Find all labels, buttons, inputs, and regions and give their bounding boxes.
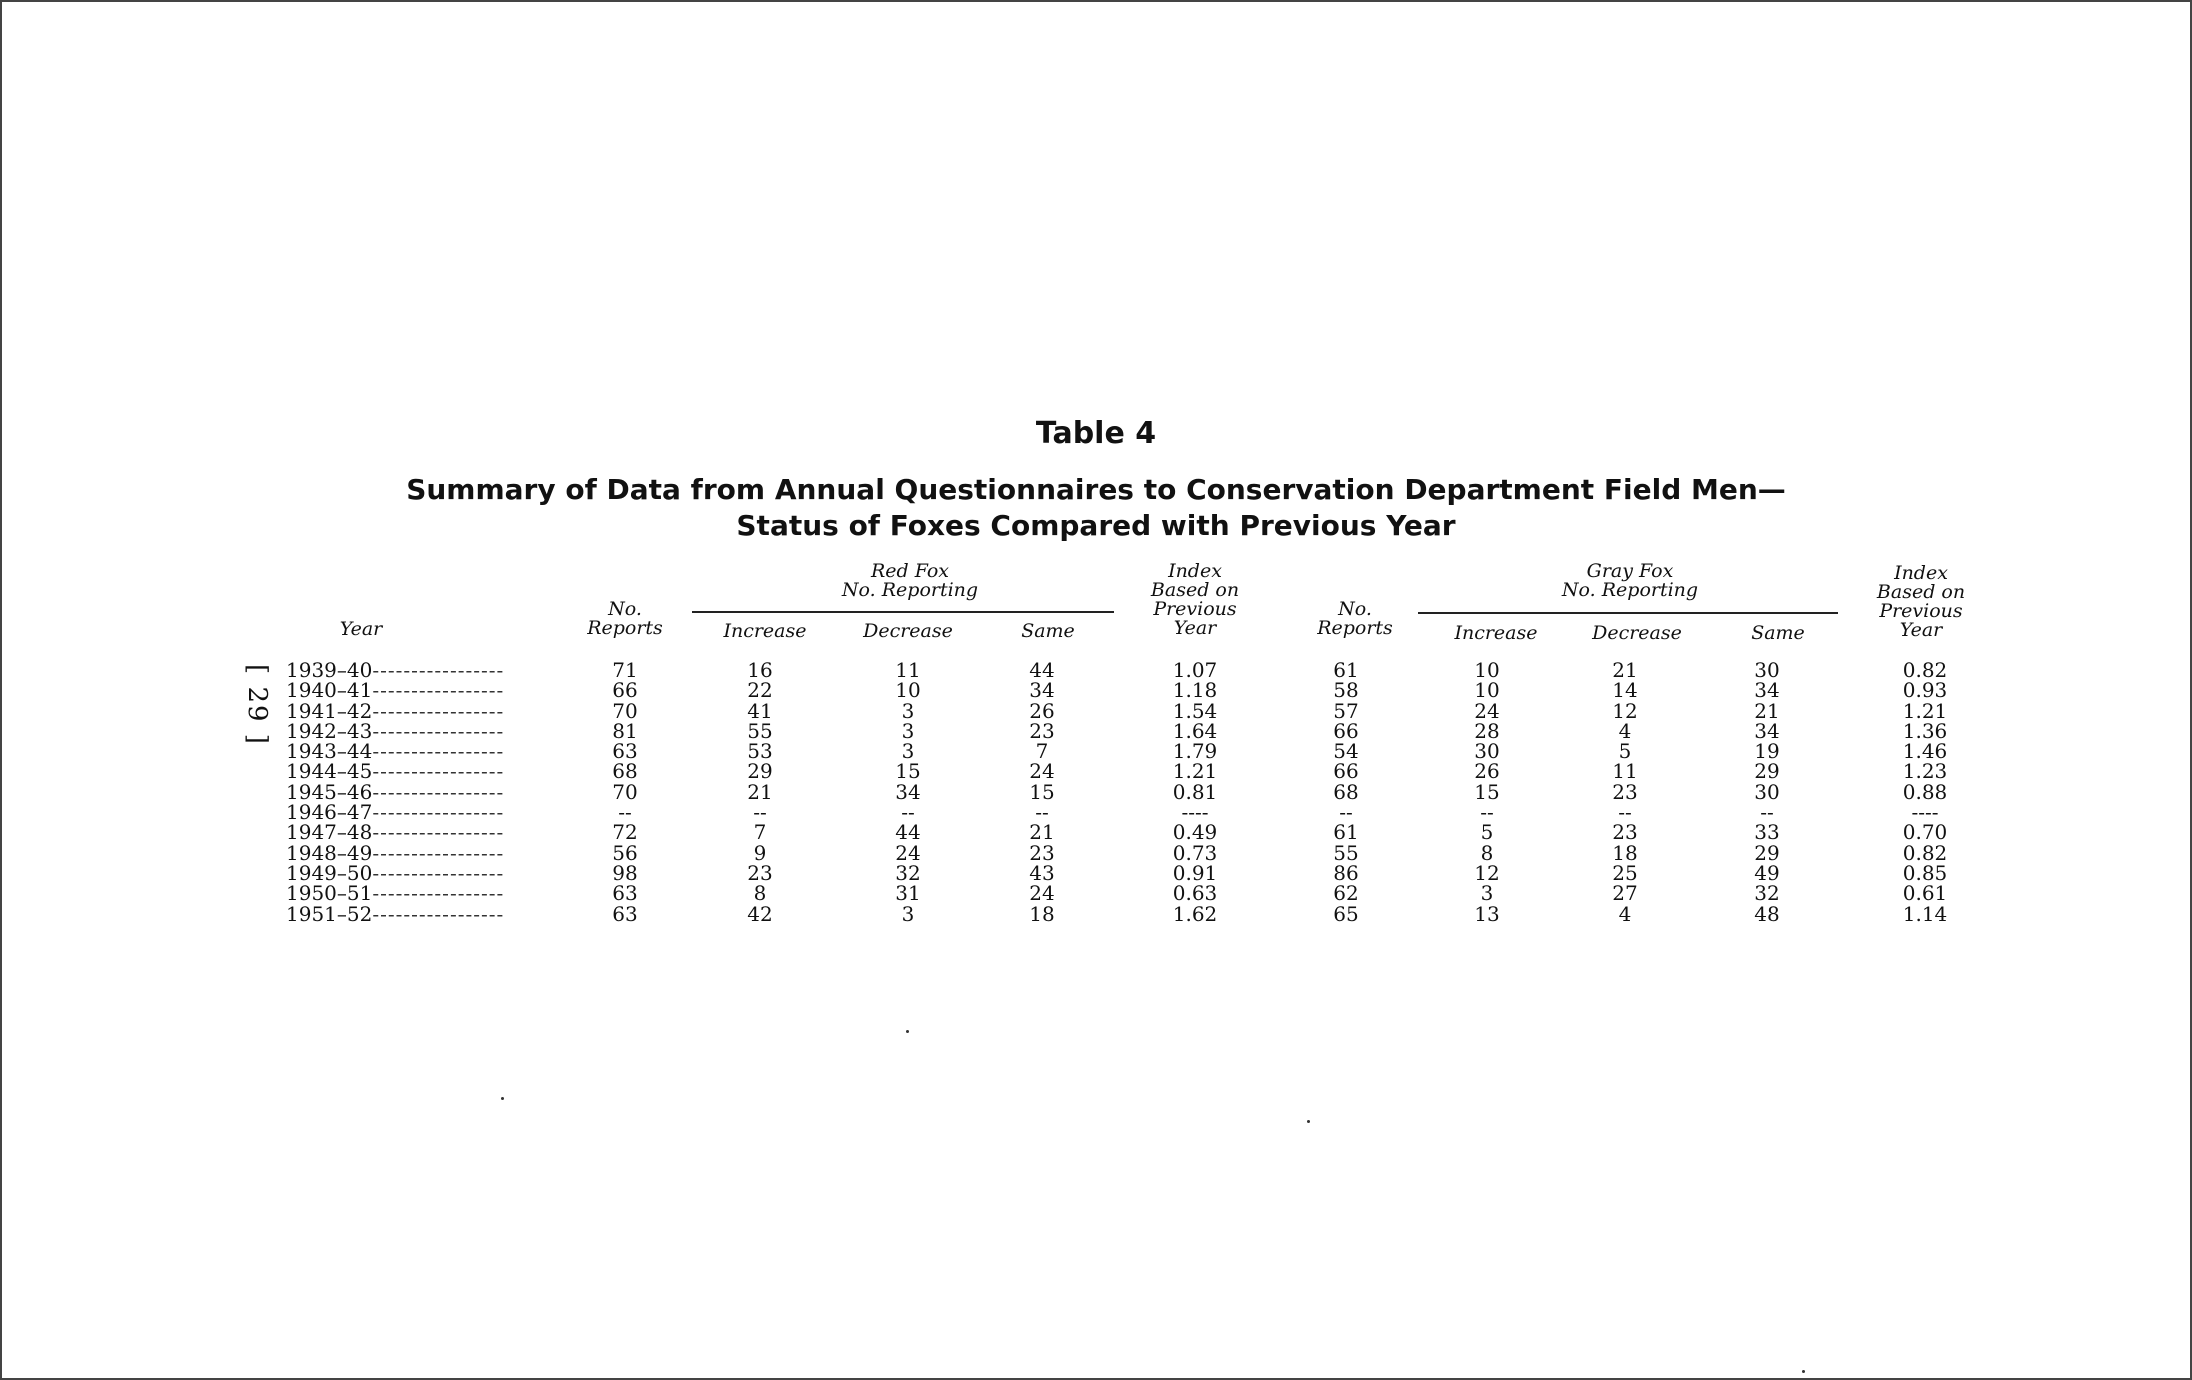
gray-same-cell: 30 — [1754, 658, 1780, 682]
gray-decrease-column — [1585, 660, 1665, 924]
header-gray-fox-group — [1480, 562, 1780, 600]
subtitle-line-2: Status of Foxes Compared with Previous Year — [736, 509, 1456, 542]
gray-decrease-cell: 21 — [1612, 658, 1638, 682]
gray-same-cell: 34 — [1754, 678, 1780, 703]
red-same-cell: 24 — [1029, 759, 1055, 784]
red-increase-cell: 55 — [747, 718, 773, 743]
red-decrease-cell: 32 — [895, 860, 921, 885]
red-same-cell: 26 — [1029, 698, 1055, 723]
year-label: 1945–46 — [286, 781, 373, 803]
gray-index-cell: 0.70 — [1902, 820, 1948, 845]
red-index-cell: 0.91 — [1172, 860, 1218, 885]
header-red-index — [1140, 562, 1250, 638]
header-gray-index-2: Based on — [1876, 581, 1966, 603]
red-index-cell: 0.81 — [1172, 779, 1218, 804]
gray-increase-cell: 5 — [1480, 820, 1494, 845]
header-gray-no-reporting: No. Reporting — [1561, 579, 1699, 601]
gray-increase-cell: 13 — [1474, 901, 1500, 926]
year-label: 1946–47 — [286, 802, 373, 823]
gray-fox-rule — [1418, 612, 1838, 614]
year-row — [286, 843, 556, 863]
red-increase-cell: 9 — [753, 840, 767, 865]
gray-reports-cell: 57 — [1333, 698, 1359, 723]
table-subtitle — [0, 472, 2192, 544]
leader-dashes: ----------------- — [372, 741, 505, 762]
gray-reports-cell: -- — [1339, 800, 1353, 825]
gray-increase-cell: 24 — [1474, 698, 1500, 723]
header-gray-reports-label: Reports — [1317, 617, 1393, 639]
gray-increase-column — [1447, 660, 1527, 924]
red-index-cell: 1.21 — [1172, 759, 1218, 784]
gray-same-cell: 32 — [1754, 881, 1780, 906]
header-red-fox: Red Fox — [870, 560, 950, 582]
header-red-index-1: Index — [1168, 560, 1222, 582]
gray-same-cell: 48 — [1754, 901, 1780, 926]
gray-reports-cell: 68 — [1333, 779, 1359, 804]
gray-same-cell: 29 — [1754, 840, 1780, 865]
year-label: 1951–52 — [286, 903, 373, 924]
year-row — [286, 822, 556, 842]
gray-reports-cell: 54 — [1333, 739, 1359, 764]
header-red-index-3: Previous — [1153, 598, 1237, 620]
gray-index-cell: 0.82 — [1902, 658, 1948, 682]
leader-dashes: ----------------- — [372, 660, 505, 681]
gray-same-cell: 29 — [1754, 759, 1780, 784]
red-increase-cell: 8 — [753, 881, 767, 906]
gray-increase-cell: 8 — [1480, 840, 1494, 865]
red-index-cell: 1.64 — [1172, 718, 1218, 743]
header-gray-reports — [1310, 600, 1400, 638]
gray-reports-cell: 58 — [1333, 678, 1359, 703]
header-gray-decrease: Decrease — [1592, 622, 1682, 644]
gray-increase-cell: 15 — [1474, 779, 1500, 804]
gray-index-cell: 1.46 — [1902, 739, 1948, 764]
gray-decrease-cell: 23 — [1612, 779, 1638, 804]
gray-reports-cell: 61 — [1333, 658, 1359, 682]
red-index-cell: ---- — [1181, 800, 1209, 825]
gray-index-cell: 1.21 — [1902, 698, 1948, 723]
gray-same-cell: 30 — [1754, 779, 1780, 804]
gray-same-cell: -- — [1760, 800, 1774, 825]
red-same-cell: 44 — [1029, 658, 1055, 682]
red-increase-cell: 42 — [747, 901, 773, 926]
header-gray-index-1: Index — [1894, 562, 1948, 584]
gray-index-cell: 0.82 — [1902, 840, 1948, 865]
red-increase-cell: 22 — [747, 678, 773, 703]
year-label: 1944–45 — [286, 761, 373, 782]
red-increase-cell: -- — [753, 800, 767, 825]
header-gray-reports-no: No. — [1338, 598, 1372, 620]
gray-increase-cell: 26 — [1474, 759, 1500, 784]
red-increase-cell: 29 — [747, 759, 773, 784]
red-same-cell: 34 — [1029, 678, 1055, 703]
gray-same-cell: 21 — [1754, 698, 1780, 723]
gray-increase-cell: 10 — [1474, 678, 1500, 703]
red-reports-cell: 63 — [612, 739, 638, 764]
scan-speck — [1802, 1370, 1805, 1373]
leader-dashes: ----------------- — [372, 680, 505, 701]
header-gray-same: Same — [1751, 622, 1805, 644]
red-decrease-cell: 31 — [895, 881, 921, 906]
gray-index-cell: ---- — [1911, 800, 1939, 825]
red-reports-cell: 98 — [612, 860, 638, 885]
red-same-cell: 7 — [1035, 739, 1049, 764]
gray-decrease-cell: -- — [1618, 800, 1632, 825]
year-label: 1948–49 — [286, 842, 373, 863]
red-fox-rule — [692, 611, 1114, 613]
gray-same-cell: 34 — [1754, 718, 1780, 743]
gray-reports-cell: 55 — [1333, 840, 1359, 865]
gray-index-cell: 0.88 — [1902, 779, 1948, 804]
red-same-cell: 18 — [1029, 901, 1055, 926]
red-reports-cell: 81 — [612, 718, 638, 743]
year-label: 1940–41 — [286, 680, 373, 701]
red-same-cell: 15 — [1029, 779, 1055, 804]
red-increase-cell: 16 — [747, 658, 773, 682]
header-red-index-2: Based on — [1150, 579, 1240, 601]
year-label: 1949–50 — [286, 862, 373, 884]
year-label: 1943–44 — [286, 741, 373, 762]
header-year: Year — [339, 618, 383, 640]
red-increase-cell: 23 — [747, 860, 773, 885]
year-row — [286, 761, 556, 781]
red-decrease-cell: 11 — [895, 658, 921, 682]
red-reports-cell: 63 — [612, 901, 638, 926]
gray-reports-cell: 65 — [1333, 901, 1359, 926]
year-row — [286, 660, 556, 680]
red-increase-cell: 41 — [747, 698, 773, 723]
gray-decrease-cell: 27 — [1612, 881, 1638, 906]
year-label: 1941–42 — [286, 700, 373, 721]
red-reports-cell: 66 — [612, 678, 638, 703]
gray-decrease-cell: 23 — [1612, 820, 1638, 845]
red-reports-cell: 68 — [612, 759, 638, 784]
header-red-no-reporting: No. Reporting — [841, 579, 979, 601]
gray-increase-cell: 3 — [1480, 881, 1494, 906]
gray-increase-cell: 12 — [1474, 860, 1500, 885]
red-reports-cell: 72 — [612, 820, 638, 845]
red-same-cell: 24 — [1029, 881, 1055, 906]
red-decrease-cell: 10 — [895, 678, 921, 703]
red-reports-cell: 63 — [612, 881, 638, 906]
red-increase-cell: 7 — [753, 820, 767, 845]
header-red-reports-label: Reports — [587, 617, 663, 639]
red-decrease-cell: 3 — [901, 739, 915, 764]
red-decrease-cell: 44 — [895, 820, 921, 845]
red-index-cell: 0.73 — [1172, 840, 1218, 865]
header-red-reports-no: No. — [608, 598, 642, 620]
red-index-cell: 1.62 — [1172, 901, 1218, 926]
red-decrease-cell: -- — [901, 800, 915, 825]
red-same-column — [1002, 660, 1082, 924]
scan-speck — [1307, 1120, 1310, 1123]
gray-index-cell: 1.23 — [1902, 759, 1948, 784]
subtitle-line-1: Summary of Data from Annual Questionnaires to Conservation Department Field Men— — [406, 473, 1786, 506]
year-row — [286, 802, 556, 822]
red-same-cell: -- — [1035, 800, 1049, 825]
red-same-cell: 23 — [1029, 718, 1055, 743]
gray-decrease-cell: 12 — [1612, 698, 1638, 723]
red-index-cell: 0.63 — [1172, 881, 1218, 906]
red-index-cell: 1.18 — [1172, 678, 1218, 703]
red-increase-cell: 53 — [747, 739, 773, 764]
leader-dashes: ----------------- — [372, 700, 505, 721]
year-label: 1942–43 — [286, 720, 373, 742]
red-index-cell: 0.49 — [1172, 820, 1218, 845]
gray-index-cell: 1.36 — [1902, 718, 1948, 743]
red-decrease-cell: 3 — [901, 901, 915, 926]
year-column — [286, 660, 556, 924]
gray-reports-cell: 66 — [1333, 759, 1359, 784]
red-decrease-cell: 15 — [895, 759, 921, 784]
leader-dashes: ----------------- — [372, 842, 505, 863]
header-red-decrease: Decrease — [863, 620, 953, 642]
table-title: Table 4 — [1035, 416, 1157, 451]
gray-reports-cell: 86 — [1333, 860, 1359, 885]
year-label: 1947–48 — [286, 822, 373, 843]
gray-reports-cell: 66 — [1333, 718, 1359, 743]
gray-decrease-cell: 18 — [1612, 840, 1638, 865]
header-red-fox-group — [760, 562, 1060, 600]
header-gray-index-3: Previous — [1879, 600, 1963, 622]
red-decrease-column — [868, 660, 948, 924]
gray-index-column — [1880, 660, 1970, 924]
gray-decrease-cell: 5 — [1618, 739, 1632, 764]
gray-decrease-cell: 4 — [1618, 901, 1632, 926]
leader-dashes: ----------------- — [372, 822, 505, 843]
red-reports-cell: -- — [618, 800, 632, 825]
leader-dashes: ----------------- — [372, 862, 505, 884]
year-label: 1939–40 — [286, 660, 373, 681]
gray-reports-column — [1306, 660, 1386, 924]
leader-dashes: ----------------- — [372, 903, 505, 924]
leader-dashes: ----------------- — [372, 781, 505, 803]
gray-decrease-cell: 4 — [1618, 718, 1632, 743]
year-row — [286, 680, 556, 700]
red-same-cell: 23 — [1029, 840, 1055, 865]
header-red-increase: Increase — [723, 620, 807, 642]
leader-dashes: ----------------- — [372, 720, 505, 742]
gray-index-cell: 0.61 — [1902, 881, 1948, 906]
year-row — [286, 721, 556, 741]
gray-same-cell: 49 — [1754, 860, 1780, 885]
header-gray-increase: Increase — [1454, 622, 1538, 644]
gray-increase-cell: -- — [1480, 800, 1494, 825]
red-reports-cell: 70 — [612, 779, 638, 804]
header-red-index-4: Year — [1173, 617, 1217, 639]
year-row — [286, 741, 556, 761]
red-increase-cell: 21 — [747, 779, 773, 804]
red-increase-column — [720, 660, 800, 924]
red-index-column — [1150, 660, 1240, 924]
gray-decrease-cell: 25 — [1612, 860, 1638, 885]
leader-dashes: ----------------- — [372, 883, 505, 904]
gray-increase-cell: 10 — [1474, 658, 1500, 682]
red-index-cell: 1.07 — [1172, 658, 1218, 682]
red-reports-cell: 71 — [612, 658, 638, 682]
gray-same-cell: 19 — [1754, 739, 1780, 764]
year-row — [286, 701, 556, 721]
year-row — [286, 883, 556, 903]
year-row — [286, 863, 556, 883]
red-decrease-cell: 3 — [901, 698, 915, 723]
gray-increase-cell: 30 — [1474, 739, 1500, 764]
red-reports-cell: 56 — [612, 840, 638, 865]
header-red-reports — [580, 600, 670, 638]
red-index-cell: 1.54 — [1172, 698, 1218, 723]
red-decrease-cell: 34 — [895, 779, 921, 804]
gray-reports-cell: 61 — [1333, 820, 1359, 845]
gray-index-cell: 0.85 — [1902, 860, 1948, 885]
red-index-cell: 1.79 — [1172, 739, 1218, 764]
gray-same-cell: 33 — [1754, 820, 1780, 845]
year-row — [286, 782, 556, 802]
gray-index-cell: 1.14 — [1902, 901, 1948, 926]
leader-dashes: ----------------- — [372, 802, 505, 823]
gray-decrease-cell: 11 — [1612, 759, 1638, 784]
red-reports-cell: 70 — [612, 698, 638, 723]
header-red-same: Same — [1021, 620, 1075, 642]
year-row — [286, 904, 556, 924]
gray-reports-cell: 62 — [1333, 881, 1359, 906]
header-gray-fox: Gray Fox — [1586, 560, 1674, 582]
red-same-cell: 43 — [1029, 860, 1055, 885]
gray-increase-cell: 28 — [1474, 718, 1500, 743]
scan-speck — [906, 1030, 909, 1033]
page-number: [ 29 ] — [241, 664, 272, 746]
header-gray-index-4: Year — [1899, 619, 1943, 641]
scan-speck — [501, 1097, 504, 1100]
red-decrease-cell: 24 — [895, 840, 921, 865]
year-label: 1950–51 — [286, 883, 373, 904]
red-reports-column — [585, 660, 665, 924]
red-decrease-cell: 3 — [901, 718, 915, 743]
red-same-cell: 21 — [1029, 820, 1055, 845]
header-gray-index — [1866, 564, 1976, 640]
gray-index-cell: 0.93 — [1902, 678, 1948, 703]
leader-dashes: ----------------- — [372, 761, 505, 782]
gray-decrease-cell: 14 — [1612, 678, 1638, 703]
gray-same-column — [1727, 660, 1807, 924]
